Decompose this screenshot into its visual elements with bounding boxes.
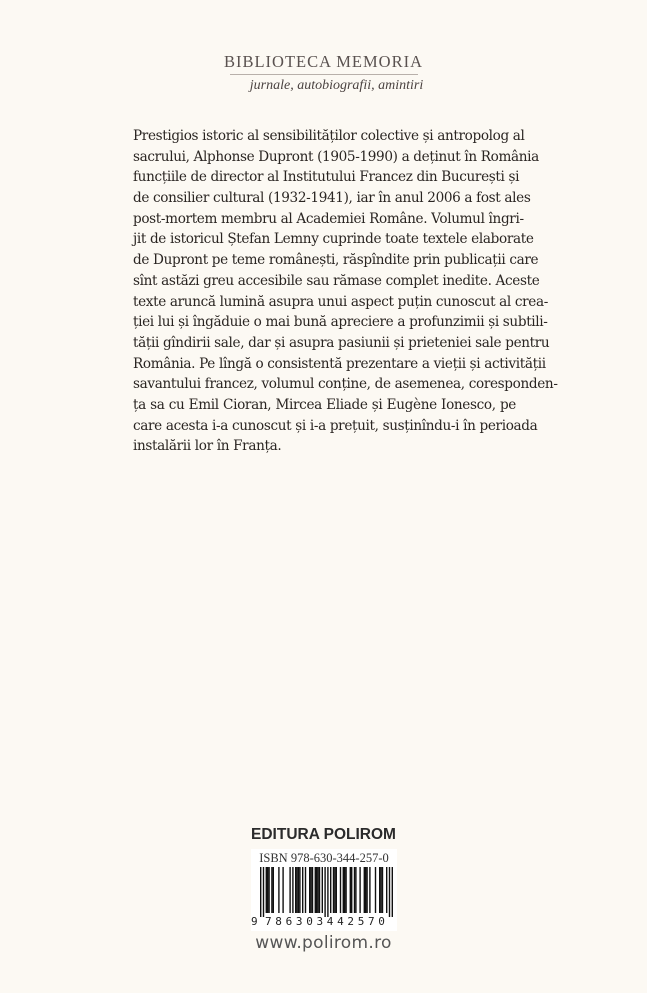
barcode-digit: 4 (337, 915, 344, 928)
blurb-line: jit de istoricul Ștefan Lemny cuprinde toate textele elaborate (133, 231, 534, 248)
blurb-line: texte aruncă lumină asupra unui aspect puțin cunoscut al crea- (133, 293, 548, 310)
barcode-bar (386, 867, 387, 913)
barcode-bar (292, 867, 293, 913)
blurb-line: România. Pe lîngă o consistentă prezentare a vieții și activității (133, 355, 546, 372)
barcode-bar (309, 867, 310, 913)
series-title: BIBLIOTECA MEMORIA (223, 52, 424, 71)
barcode-bar (289, 867, 290, 913)
barcode-bar (375, 867, 376, 913)
barcode-bar (278, 867, 279, 913)
barcode-digit: 7 (368, 915, 375, 928)
barcode-bar (333, 867, 334, 913)
barcode (251, 849, 397, 931)
barcode-bar (343, 867, 344, 913)
barcode-bar (268, 867, 269, 913)
blurb-line: sacrului, Alphonse Dupront (1905-1990) a deținut în România (133, 148, 539, 165)
barcode-digit: 6 (285, 915, 293, 928)
series-header (0, 52, 647, 95)
barcode-bar (322, 867, 323, 913)
barcode-bar (382, 867, 383, 913)
barcode-digit: 9 (251, 915, 258, 928)
barcode-bar (296, 867, 297, 913)
barcode-bar (344, 867, 345, 913)
barcode-bar (316, 867, 317, 913)
blurb-line: funcțiile de director al Institutului Francez din București și (133, 169, 520, 186)
barcode-bar (351, 867, 352, 913)
blurb-text (133, 126, 558, 457)
barcode-bar (282, 867, 283, 913)
barcode-bar (317, 867, 318, 913)
blurb-line: ța sa cu Emil Cioran, Mircea Eliade și Eugène Ionesco, pe (133, 396, 516, 413)
blurb-line: ției lui și îngăduie o mai bună apreciere a profunzimii și subtili- (133, 314, 548, 331)
barcode-bar (345, 867, 346, 913)
barcode-bar (315, 867, 316, 913)
barcode-bar (355, 867, 356, 913)
barcode-bar (364, 867, 365, 913)
barcode-bar (334, 867, 335, 913)
barcode-bar (389, 867, 390, 917)
barcode-bar (336, 867, 337, 913)
blurb-line: tății gîndirii sale, dar și asupra pasiunii și prieteniei sale pentru (133, 334, 550, 351)
barcode-bar (302, 867, 303, 913)
blurb-line: instalării lor în Franța. (133, 438, 282, 455)
barcode-digit: 3 (295, 915, 303, 928)
barcode-bar (324, 867, 325, 917)
barcode-bar (380, 867, 381, 913)
barcode-bar (392, 867, 393, 917)
barcode-bar (260, 867, 261, 917)
barcode-digit: 3 (316, 915, 324, 928)
blurb-line: post-mortem membru al Academiei Române. Volumul îngri- (133, 210, 524, 227)
barcode-bar (319, 867, 320, 913)
barcode-bar (354, 867, 355, 913)
blurb-line: de Dupront pe teme românești, răspîndite prin publicații care (133, 252, 539, 269)
publisher-name: EDITURA POLIROM (251, 826, 396, 843)
barcode-bar (379, 867, 380, 913)
blurb-line: savantului francez, volumul conține, de asemenea, coresponden- (133, 376, 558, 393)
barcode-bar (312, 867, 313, 913)
barcode-bar (266, 867, 267, 913)
barcode-digit: 7 (265, 915, 272, 928)
barcode-digit: 4 (326, 915, 334, 928)
barcode-bar (273, 867, 274, 913)
barcode-bar (305, 867, 306, 913)
barcode-bar (298, 867, 299, 913)
barcode-bar (310, 867, 311, 913)
series-subtitle: jurnale, autobiografii, amintiri (249, 78, 424, 93)
barcode-bar (263, 867, 264, 917)
isbn-text: ISBN 978-630-344-257-0 (259, 851, 389, 865)
barcode-digit: 0 (378, 915, 385, 928)
barcode-digit: 5 (357, 915, 365, 928)
website-url: www.polirom.ro (255, 933, 392, 953)
barcode-digit: 8 (275, 915, 282, 928)
barcode-bar (330, 867, 331, 913)
barcode-bars (251, 867, 397, 917)
divider (230, 74, 418, 75)
blurb-line: de consilier cultural (1932-1941), iar în anul 2006 a fost ales (133, 190, 531, 207)
barcode-bar (369, 867, 370, 913)
barcode-bar (350, 867, 351, 913)
barcode-bar (267, 867, 268, 913)
barcode-digit: 2 (347, 915, 355, 928)
barcode-bar (327, 867, 328, 917)
barcode-bar (366, 867, 367, 913)
barcode-bar (340, 867, 341, 913)
blurb-line: sînt astăzi greu accesibile sau rămase complet inedite. Aceste (133, 272, 540, 289)
barcode-bar (295, 867, 296, 913)
barcode-digit: 0 (306, 915, 313, 928)
barcode-bar (365, 867, 366, 913)
barcode-bar (359, 867, 360, 913)
blurb-line: Prestigios istoric al sensibilităților colective și antropolog al (133, 128, 525, 144)
blurb-line: care acesta i-a cunoscut și i-a prețuit, susținîndu-i în perioada (133, 417, 538, 434)
barcode-bar (271, 867, 272, 913)
barcode-bar (299, 867, 300, 913)
